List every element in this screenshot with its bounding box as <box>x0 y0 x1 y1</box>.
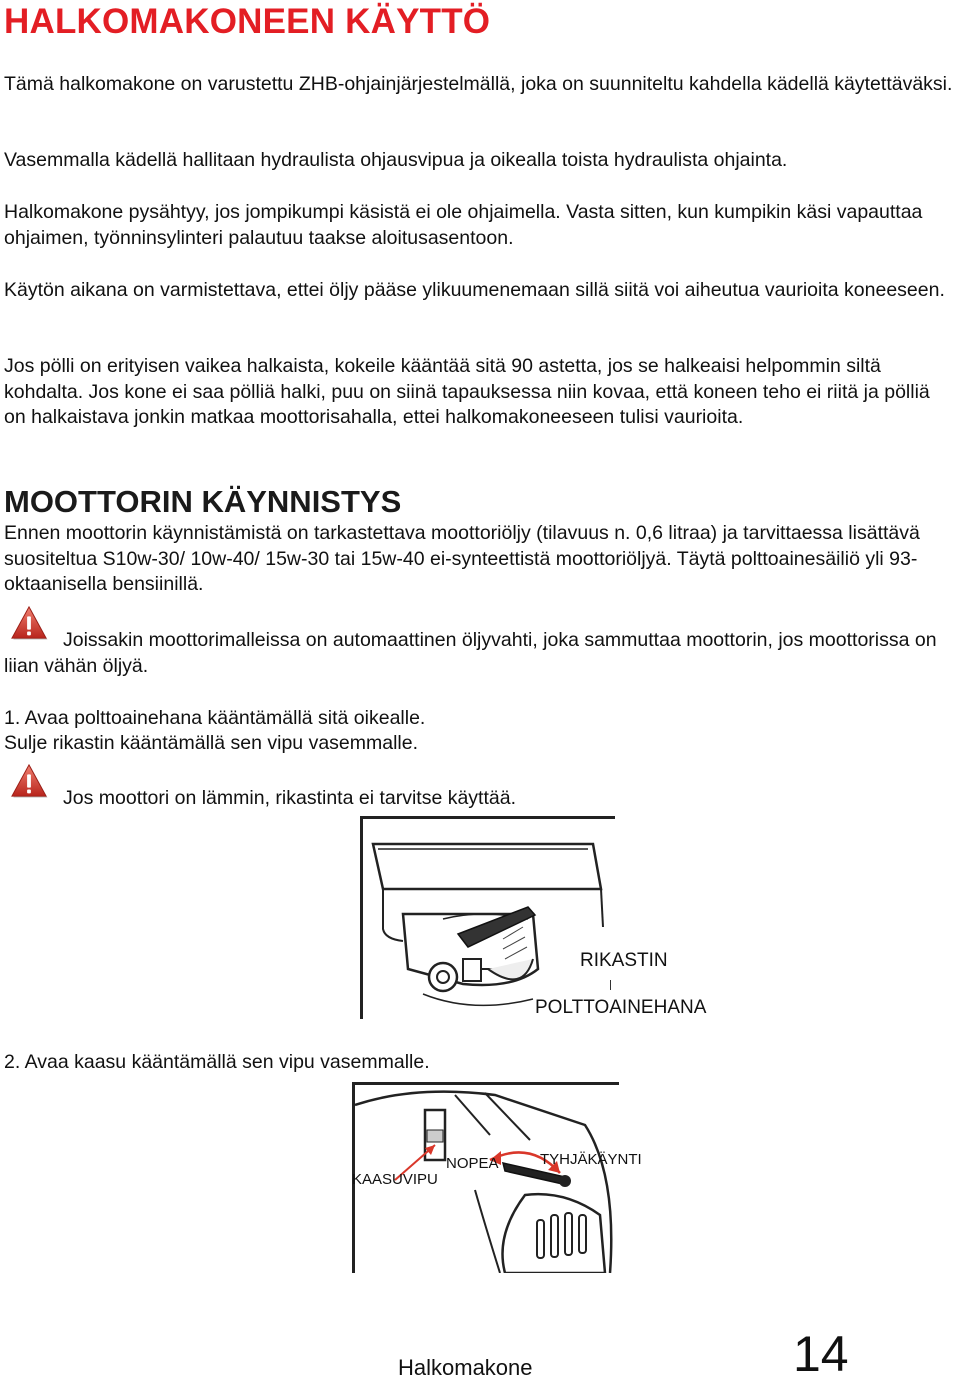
step-one-choke: Sulje rikastin kääntämällä sen vipu vasemmalle. <box>4 732 419 754</box>
label-idle: TYHJÄKÄYNTI <box>540 1151 642 1168</box>
step-one-fuel-tap: 1. Avaa polttoainehana kääntämällä sitä oikealle. <box>4 707 426 729</box>
step-two-throttle: 2. Avaa kaasu kääntämällä sen vipu vasemmalle. <box>4 1051 430 1073</box>
page-number: 14 <box>793 1326 849 1382</box>
paragraph-two-hand-control: Tämä halkomakone on varustettu ZHB-ohjainjärjestelmällä, joka on suunniteltu kahdella kädellä käytettäväksi. <box>4 73 953 95</box>
warning-triangle-icon <box>10 762 48 800</box>
footer-title: Halkomakone <box>398 1355 533 1380</box>
paragraph-oil-overheat: Käytön aikana on varmistettava, ettei öljy pääse ylikuumenemaan sillä siitä voi aiheutua vaurioita koneeseen. <box>4 279 945 301</box>
paragraph-hand-functions: Vasemmalla kädellä hallitaan hydraulista ohjausvipua ja oikealla toista hydraulista ohjainta. <box>4 149 788 171</box>
pointer-line <box>610 980 611 990</box>
section-heading-engine-start: MOOTTORIN KÄYNNISTYS <box>4 484 402 519</box>
paragraph-safety-stop: Halkomakone pysähtyy, jos jompikumpi käsistä ei ole ohjaimella. Vasta sitten, kun kumpikin käsi vapauttaa ohjaimen, työnninsylinteri palautuu taakse aloitusasentoon. <box>4 201 923 249</box>
paragraph-oil-alert-warning: Joissakin moottorimalleissa on automaattinen öljyvahti, joka sammuttaa moottorin, jos moottorissa on liian vähän öljyä. <box>4 629 937 677</box>
label-choke: RIKASTIN <box>580 950 668 971</box>
label-throttle-lever: KAASUVIPU <box>352 1171 438 1188</box>
label-fast: NOPEA <box>446 1155 499 1172</box>
engine-carburetor-illustration <box>363 819 615 1019</box>
label-fuel-tap: POLTTOAINEHANA <box>535 997 707 1018</box>
paragraph-oil-check: Ennen moottorin käynnistämistä on tarkastettava moottoriöljy (tilavuus n. 0,6 litraa) ja tarvittaessa lisättävä suositeltua S10w-30/ 10w-40/ 15w-30 tai 15w-40 ei-synteettistä moottoriöljyä. Täytä polttoainesäiliö yli 93-oktaanisella bensiinillä. <box>4 522 920 595</box>
paragraph-hard-log: Jos pölli on erityisen vaikea halkaista, kokeile kääntää sitä 90 astetta, jos se halkeaisi helpommin siltä kohdalta. Jos kone ei saa pölliä halki, puu on siinä tapauksessa niin kovaa, että koneen teho ei riitä ja pölliä on halkaistava jonkin matkaa moottorisahalla, ettei halkomakoneeseen tulisi vaurioita. <box>4 355 930 428</box>
paragraph-warm-engine-warning: Jos moottori on lämmin, rikastinta ei tarvitse käyttää. <box>63 787 517 809</box>
page-heading: HALKOMAKONEEN KÄYTTÖ <box>4 2 491 41</box>
figure-choke-fuel-tap <box>360 816 615 1019</box>
